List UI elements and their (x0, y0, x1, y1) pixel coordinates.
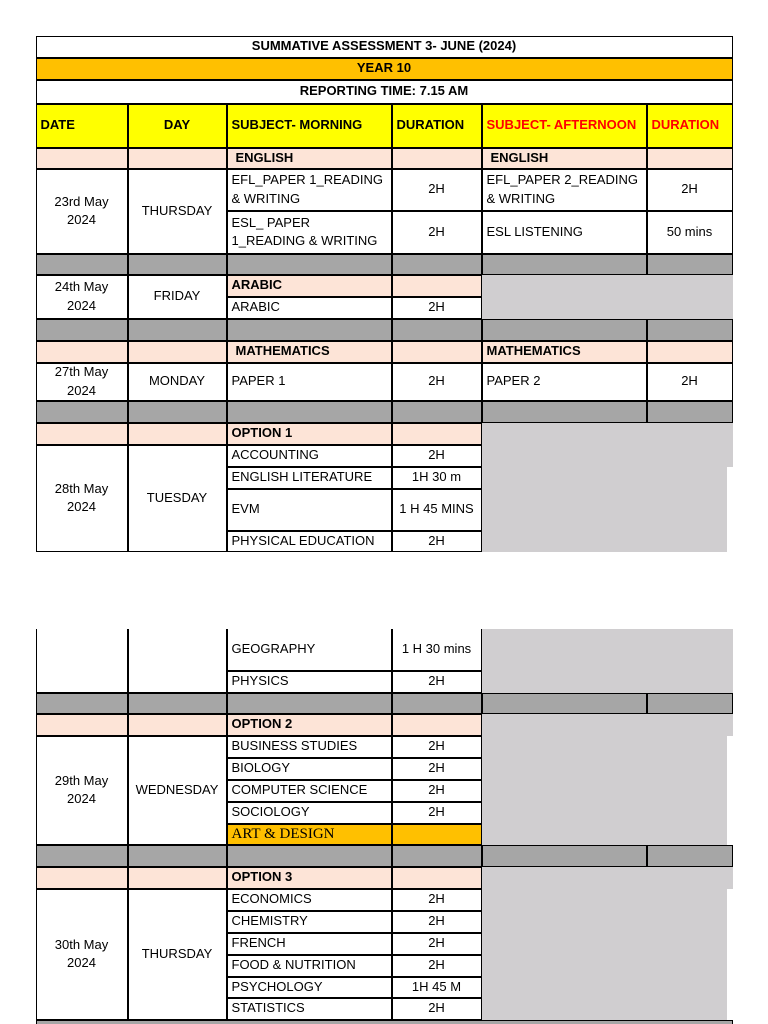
group-label-morning: OPTION 3 (227, 867, 392, 889)
day-cell: THURSDAY (128, 169, 227, 254)
group-row-duration (392, 867, 482, 889)
group-row-duration (392, 275, 482, 297)
subject-cell: ENGLISH LITERATURE (227, 467, 392, 489)
header-subject-morning: SUBJECT- MORNING (227, 104, 392, 148)
duration-cell: 2H (647, 363, 733, 401)
group-label-morning: MATHEMATICS (227, 341, 392, 363)
duration-cell: 1H 45 M (392, 977, 482, 998)
duration-cell: 2H (392, 780, 482, 802)
subject-cell: ECONOMICS (227, 889, 392, 911)
header-date: DATE (36, 104, 128, 148)
duration-cell: 2H (392, 531, 482, 552)
separator-row (227, 401, 392, 423)
empty-afternoon-block (482, 736, 727, 845)
day-cell: WEDNESDAY (128, 736, 227, 845)
date-cell: 30th May 2024 (36, 889, 128, 1020)
separator-row (227, 845, 392, 867)
group-row-date (36, 714, 128, 736)
duration-cell: 1H 30 m (392, 467, 482, 489)
duration-cell: 2H (392, 211, 482, 254)
duration-cell: 1 H 30 mins (392, 629, 482, 671)
duration-cell: 2H (392, 445, 482, 467)
separator-row (482, 693, 647, 714)
group-row-date (36, 423, 128, 445)
separator-row (36, 845, 128, 867)
subject-cell: SOCIOLOGY (227, 802, 392, 824)
separator-row (392, 401, 482, 423)
header-subject-afternoon: SUBJECT- AFTERNOON (482, 104, 647, 148)
separator-row (392, 845, 482, 867)
subject-cell: ART & DESIGN (227, 824, 392, 845)
separator-row (128, 845, 227, 867)
group-row-duration (392, 341, 482, 363)
date-cell: 27th May 2024 (36, 363, 128, 401)
subject-cell: BUSINESS STUDIES (227, 736, 392, 758)
duration-cell: 2H (392, 998, 482, 1020)
date-cell: 28th May 2024 (36, 445, 128, 552)
empty-afternoon-block (482, 889, 727, 1020)
group-label-afternoon: ENGLISH (482, 148, 647, 169)
group-label-morning: OPTION 2 (227, 714, 392, 736)
separator-row (128, 401, 227, 423)
subject-cell: STATISTICS (227, 998, 392, 1020)
empty-afternoon-block (482, 423, 733, 467)
duration-cell: 2H (392, 889, 482, 911)
empty-afternoon-block (482, 867, 733, 889)
duration-cell: 2H (392, 758, 482, 780)
group-row-day (128, 867, 227, 889)
subject-cell: ARABIC (227, 297, 392, 319)
duration-cell: 2H (392, 955, 482, 977)
empty-afternoon-block (482, 467, 727, 552)
separator-row (36, 401, 128, 423)
group-row-duration (392, 714, 482, 736)
duration-cell: 2H (392, 736, 482, 758)
duration-cell: 2H (392, 169, 482, 211)
duration-cell (392, 824, 482, 845)
subject-cell: PAPER 2 (482, 363, 647, 401)
subject-cell: ESL LISTENING (482, 211, 647, 254)
group-label-morning: ARABIC (227, 275, 392, 297)
separator-row (482, 254, 647, 275)
group-row-day (128, 714, 227, 736)
group-label-morning: OPTION 1 (227, 423, 392, 445)
separator-row (647, 693, 733, 714)
reporting-time: REPORTING TIME: 7.15 AM (36, 80, 733, 104)
subject-cell: CHEMISTRY (227, 911, 392, 933)
empty-afternoon-block (482, 275, 733, 319)
duration-cell: 2H (392, 802, 482, 824)
group-row-day (128, 341, 227, 363)
duration-cell: 2H (392, 363, 482, 401)
day-cell-continued (128, 629, 227, 693)
group-row-day (128, 423, 227, 445)
separator-row (392, 693, 482, 714)
group-label-morning: ENGLISH (227, 148, 392, 169)
group-row-date (36, 341, 128, 363)
separator-row (392, 319, 482, 341)
separator-row (128, 254, 227, 275)
group-row-date (36, 148, 128, 169)
group-row-duration (647, 341, 733, 363)
empty-afternoon-block (482, 714, 733, 736)
day-cell: TUESDAY (128, 445, 227, 552)
separator-row (647, 254, 733, 275)
separator-row (227, 319, 392, 341)
duration-cell: 2H (647, 169, 733, 211)
group-row-duration (392, 423, 482, 445)
group-row-date (36, 867, 128, 889)
date-cell-continued (36, 629, 128, 693)
duration-cell: 1 H 45 MINS (392, 489, 482, 531)
year-banner: YEAR 10 (36, 58, 733, 80)
date-cell: 24th May 2024 (36, 275, 128, 319)
separator-row (128, 319, 227, 341)
separator-row (482, 401, 647, 423)
subject-cell: EFL_PAPER 1_READING & WRITING (227, 169, 392, 211)
subject-cell: PAPER 1 (227, 363, 392, 401)
separator-row (647, 319, 733, 341)
group-row-duration (647, 148, 733, 169)
duration-cell: 2H (392, 911, 482, 933)
separator-row (36, 1020, 733, 1024)
separator-row (392, 254, 482, 275)
duration-cell: 2H (392, 671, 482, 693)
separator-row (482, 845, 647, 867)
subject-cell: EFL_PAPER 2_READING & WRITING (482, 169, 647, 211)
subject-cell: PHYSICAL EDUCATION (227, 531, 392, 552)
header-day: DAY (128, 104, 227, 148)
subject-cell: ACCOUNTING (227, 445, 392, 467)
header-duration-afternoon: DURATION (647, 104, 733, 148)
subject-cell: FOOD & NUTRITION (227, 955, 392, 977)
separator-row (647, 845, 733, 867)
day-cell: FRIDAY (128, 275, 227, 319)
duration-cell: 50 mins (647, 211, 733, 254)
separator-row (227, 254, 392, 275)
date-cell: 29th May 2024 (36, 736, 128, 845)
separator-row (227, 693, 392, 714)
separator-row (482, 319, 647, 341)
empty-afternoon-block (482, 629, 733, 693)
header-duration-morning: DURATION (392, 104, 482, 148)
subject-cell: FRENCH (227, 933, 392, 955)
separator-row (128, 693, 227, 714)
separator-row (647, 401, 733, 423)
subject-cell: GEOGRAPHY (227, 629, 392, 671)
separator-row (36, 254, 128, 275)
subject-cell: PSYCHOLOGY (227, 977, 392, 998)
subject-cell: PHYSICS (227, 671, 392, 693)
day-cell: THURSDAY (128, 889, 227, 1020)
group-label-afternoon: MATHEMATICS (482, 341, 647, 363)
subject-cell: BIOLOGY (227, 758, 392, 780)
title-cell: SUMMATIVE ASSESSMENT 3- JUNE (2024) (36, 36, 733, 58)
duration-cell: 2H (392, 297, 482, 319)
group-row-duration (392, 148, 482, 169)
separator-row (36, 319, 128, 341)
day-cell: MONDAY (128, 363, 227, 401)
separator-row (36, 693, 128, 714)
subject-cell: ESL_ PAPER 1_READING & WRITING (227, 211, 392, 254)
duration-cell: 2H (392, 933, 482, 955)
date-cell: 23rd May 2024 (36, 169, 128, 254)
subject-cell: COMPUTER SCIENCE (227, 780, 392, 802)
group-row-day (128, 148, 227, 169)
subject-cell: EVM (227, 489, 392, 531)
